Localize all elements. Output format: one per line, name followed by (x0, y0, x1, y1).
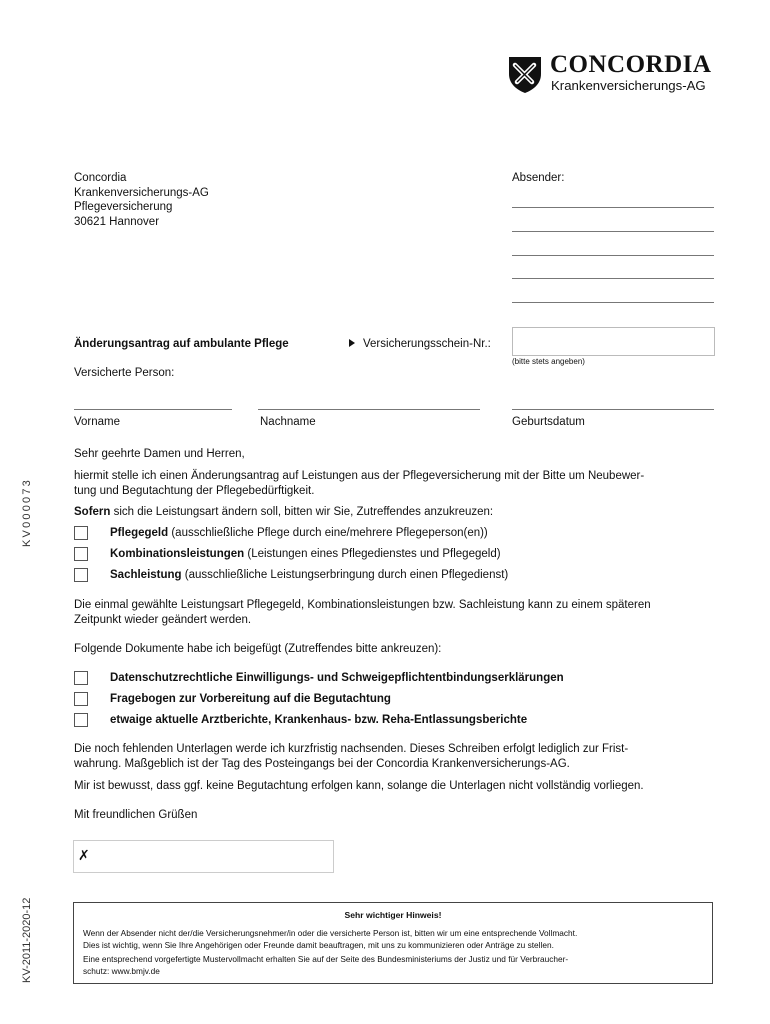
firstname-label: Vorname (74, 416, 121, 428)
option-checkbox-pflegegeld[interactable] (74, 526, 88, 540)
doc-label-arztberichte: etwaige aktuelle Arztberichte, Krankenhaus- bzw. Reha-Entlassungsberichte (110, 714, 528, 726)
option-rest: (ausschließliche Leistungserbringung durch einen Pflegedienst) (181, 569, 509, 581)
firstname-field[interactable] (74, 409, 232, 410)
sofern-rest: sich die Leistungsart ändern soll, bitten wir Sie, Zutreffendes anzukreuzen: (110, 506, 494, 518)
insurance-no-label-group (349, 337, 491, 352)
shield-hand-icon (507, 54, 543, 94)
awareness-text: Mir ist bewusst, dass ggf. keine Begutachtung erfolgen kann, solange die Unterlagen nicht vollständig vorliegen. (74, 780, 644, 792)
sender-line-2[interactable] (512, 231, 714, 232)
missing-line-2: wahrung. Maßgeblich ist der Tag des Posteingangs bei der Concordia Krankenversicherungs-AG. (74, 757, 570, 770)
sender-label: Absender: (512, 172, 565, 184)
option-label-pflegegeld (110, 526, 488, 541)
recipient-line: Krankenversicherungs-AG (74, 186, 209, 199)
birthdate-label: Geburtsdatum (512, 416, 585, 428)
docs-intro: Folgende Dokumente habe ich beigefügt (Zutreffendes bitte ankreuzen): (74, 643, 442, 655)
recipient-address (74, 171, 209, 229)
signature-mark-icon: ✗ (78, 847, 90, 863)
missing-line-1: Die noch fehlenden Unterlagen werde ich kurzfristig nachsenden. Dieses Schreiben erfolgt lediglich zur Frist- (74, 743, 629, 755)
notice-line-2: Dies ist wichtig, wenn Sie Ihre Angehörigen oder Freunde damit beauftragen, mit uns zu kommunizieren oder Anträge zu stellen. (83, 940, 554, 950)
change-note-line-2: Zeitpunkt wieder geändert werden. (74, 613, 252, 626)
birthdate-field[interactable] (512, 409, 714, 410)
insured-person-label: Versicherte Person: (74, 367, 175, 379)
option-label-kombination (110, 547, 501, 562)
option-checkbox-kombination[interactable] (74, 547, 88, 561)
notice-box (73, 902, 713, 984)
side-code: KV000073 (21, 478, 33, 547)
notice-line-1: Wenn der Absender nicht der/die Versicherungsnehmer/in oder die versicherte Person ist, bitten wir um eine entsprechende Vollmacht. (83, 928, 578, 938)
recipient-line: Pflegeversicherung (74, 201, 173, 213)
signature-field[interactable] (73, 840, 334, 873)
intro-line-1: hiermit stelle ich einen Änderungsantrag auf Leistungen aus der Pflegeversicherung mit der Bitte um Neubewer- (74, 470, 645, 482)
option-bold: Kombinationsleistungen (110, 548, 245, 560)
salutation: Sehr geehrte Damen und Herren, (74, 448, 245, 460)
recipient-line: Concordia (74, 172, 127, 184)
intro-text (74, 469, 644, 498)
missing-docs-text (74, 742, 628, 771)
sender-line-5[interactable] (512, 302, 714, 303)
closing: Mit freundlichen Grüßen (74, 809, 198, 821)
form-title: Änderungsantrag auf ambulante Pflege (74, 338, 289, 350)
option-bold: Pflegegeld (110, 527, 169, 539)
option-rest: (ausschließliche Pflege durch eine/mehrere Pflegeperson(en)) (168, 527, 488, 539)
sofern-text (74, 505, 493, 520)
doc-checkbox-fragebogen[interactable] (74, 692, 88, 706)
recipient-line: 30621 Hannover (74, 215, 160, 228)
lastname-field[interactable] (258, 409, 480, 410)
concordia-logo (507, 51, 717, 98)
logo-subtitle: Krankenversicherungs-AG (551, 78, 706, 93)
doc-label-datenschutz: Datenschutzrechtliche Einwilligungs- und Schweigepflichtentbindungserklärungen (110, 672, 564, 684)
insurance-no-input[interactable] (512, 327, 715, 356)
change-note (74, 598, 651, 627)
sender-line-1[interactable] (512, 207, 714, 208)
option-rest: (Leistungen eines Pflegedienstes und Pflegegeld) (244, 548, 501, 560)
doc-checkbox-arztberichte[interactable] (74, 713, 88, 727)
notice-title: Sehr wichtiger Hinweis! (344, 910, 442, 920)
sofern-bold: Sofern (74, 506, 111, 518)
doc-checkbox-datenschutz[interactable] (74, 671, 88, 685)
arrow-right-icon (349, 339, 355, 347)
notice-line-4: schutz: www.bmjv.de (83, 966, 160, 976)
lastname-label: Nachname (260, 416, 316, 428)
change-note-line-1: Die einmal gewählte Leistungsart Pflegegeld, Kombinationsleistungen bzw. Sachleistung kann zu einem späteren (74, 599, 651, 611)
insurance-no-label: Versicherungsschein-Nr.: (363, 338, 491, 350)
insurance-no-hint: (bitte stets angeben) (512, 357, 585, 366)
notice-line-3: Eine entsprechend vorgefertigte Mustervollmacht erhalten Sie auf der Seite des Bundesministeriums der Justiz und für Verbraucher- (83, 954, 569, 964)
sender-line-3[interactable] (512, 255, 714, 256)
form-code: KV-2011-2020-12 (21, 897, 33, 983)
notice-text (83, 927, 577, 977)
logo-name: CONCORDIA (550, 51, 712, 78)
doc-label-fragebogen: Fragebogen zur Vorbereitung auf die Begutachtung (110, 693, 391, 705)
option-label-sachleistung (110, 568, 508, 583)
option-bold: Sachleistung (110, 569, 182, 581)
sender-line-4[interactable] (512, 278, 714, 279)
option-checkbox-sachleistung[interactable] (74, 568, 88, 582)
intro-line-2: tung und Begutachtung der Pflegebedürftigkeit. (74, 484, 315, 497)
